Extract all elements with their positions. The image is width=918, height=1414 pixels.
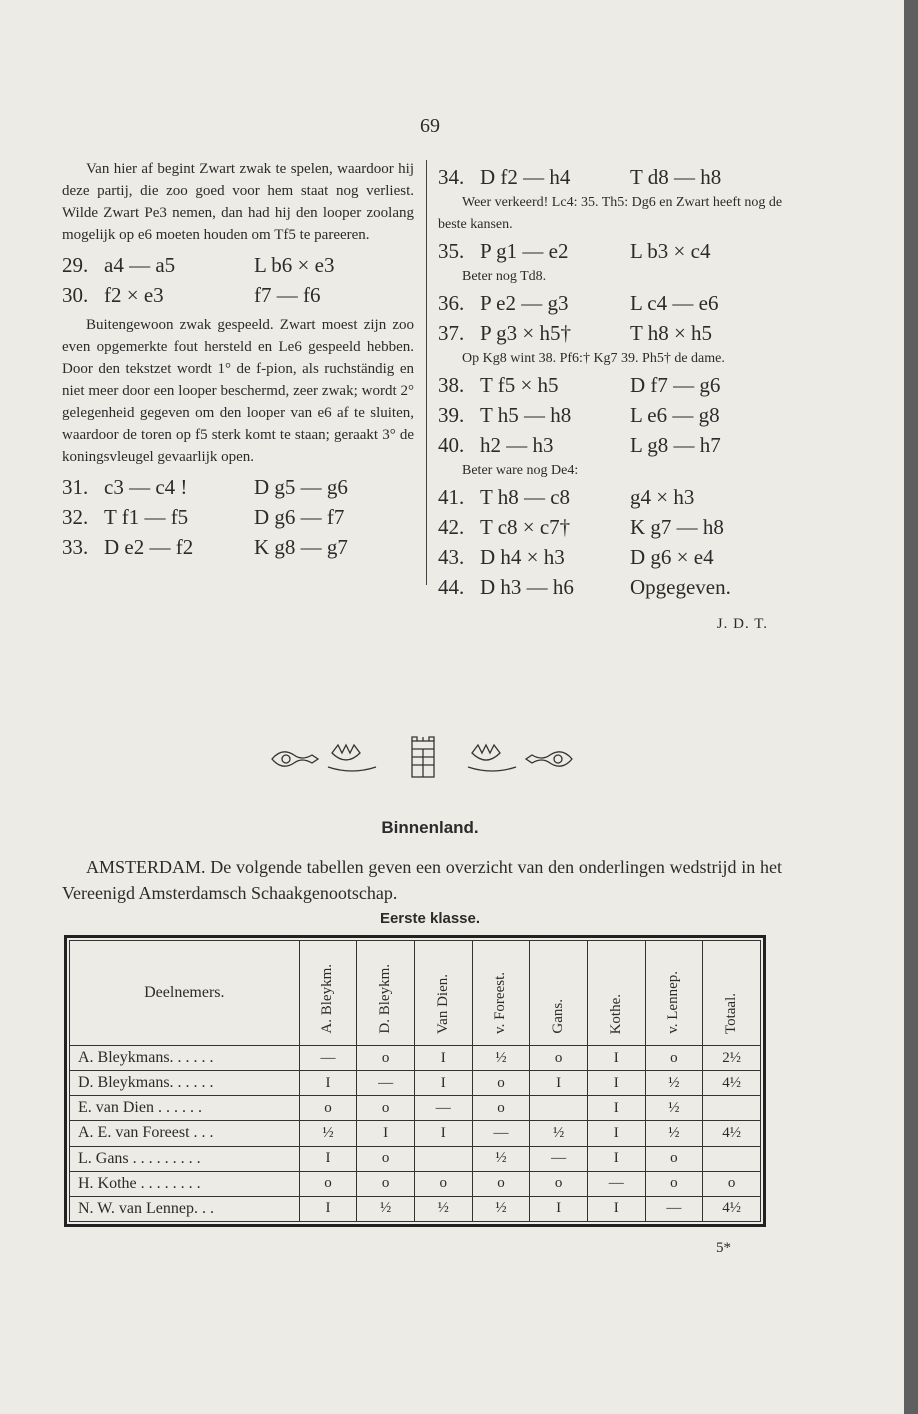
- table-row: [70, 1171, 761, 1196]
- move-number: 32.: [62, 505, 89, 529]
- column-header-label: v. Lennep.: [665, 971, 682, 1034]
- score-cell: —: [299, 1046, 357, 1071]
- score-cell: o: [414, 1171, 472, 1196]
- column-header-label: Van Dien.: [434, 974, 451, 1034]
- white-move: P e2 — g3: [480, 291, 569, 315]
- score-cell: 4½: [703, 1121, 761, 1146]
- table-row: [70, 1146, 761, 1171]
- commentary-paragraph: Van hier af begint Zwart zwak te spelen, waardoor hij deze partij, die zoo goed voor hem staat nog verliest. Wilde Zwart Pe3 nemen, dan had hij den looper zoolang mogelijk op e6 moeten houden om Tf5 te pareeren.: [62, 161, 414, 243]
- move-number: 33.: [62, 535, 89, 559]
- move-number: 42.: [438, 515, 465, 539]
- score-cell: o: [472, 1171, 530, 1196]
- black-move: L c4 — e6: [630, 291, 719, 315]
- black-move: g4 × h3: [630, 485, 695, 509]
- score-cell: —: [414, 1096, 472, 1121]
- column-header: [645, 941, 703, 1046]
- move-number: 37.: [438, 321, 465, 345]
- move-row: [62, 532, 414, 562]
- white-move: c3 — c4 !: [104, 475, 188, 499]
- move-row: [62, 502, 414, 532]
- score-cell: o: [357, 1171, 415, 1196]
- move-row: [438, 236, 790, 266]
- section-title: Binnenland.: [381, 818, 479, 837]
- score-cell: I: [299, 1146, 357, 1171]
- move-number: 29.: [62, 253, 89, 277]
- score-cell: ½: [645, 1071, 703, 1096]
- score-cell: ½: [645, 1121, 703, 1146]
- move-list: [62, 472, 414, 562]
- move-number: 39.: [438, 403, 465, 427]
- results-table: [69, 940, 761, 1222]
- move-list: [438, 318, 790, 348]
- move-row: [438, 572, 790, 602]
- score-cell: I: [299, 1071, 357, 1096]
- intro-paragraph: AMSTERDAM. De volgende tabellen geven een overzicht van den onderlingen wedstrijd in het Vereenigd Amsterdamsch Schaakgenootschap.: [62, 857, 782, 903]
- score-cell: 4½: [703, 1071, 761, 1096]
- white-move: T c8 × c7†: [480, 515, 571, 539]
- score-cell: ½: [414, 1196, 472, 1221]
- column-header-label: A. Bleykm.: [319, 964, 336, 1034]
- score-cell: I: [299, 1196, 357, 1221]
- participants-header: Deelnemers.: [70, 941, 300, 1046]
- move-number: 38.: [438, 373, 465, 397]
- score-cell: ½: [357, 1196, 415, 1221]
- column-header-label: D. Bleykm.: [377, 964, 394, 1034]
- score-cell: I: [414, 1071, 472, 1096]
- score-cell: ½: [645, 1096, 703, 1121]
- table-row: [70, 1071, 761, 1096]
- column-divider: [426, 160, 427, 585]
- column-header-label: Totaal.: [723, 992, 740, 1034]
- white-move: h2 — h3: [480, 433, 554, 457]
- class-title: Eerste klasse.: [379, 910, 481, 927]
- black-move: D g6 — f7: [254, 505, 345, 529]
- score-cell: o: [299, 1096, 357, 1121]
- column-header: [357, 941, 415, 1046]
- score-cell: o: [472, 1071, 530, 1096]
- black-move: K g8 — g7: [254, 535, 348, 559]
- white-move: P g1 — e2: [480, 239, 569, 263]
- page-number: 69: [420, 115, 440, 137]
- column-header: [587, 941, 645, 1046]
- move-number: 30.: [62, 283, 89, 307]
- black-move: T d8 — h8: [630, 165, 722, 189]
- score-cell: o: [703, 1171, 761, 1196]
- table-row: [70, 1121, 761, 1146]
- black-move: L e6 — g8: [630, 403, 720, 427]
- move-row: [438, 542, 790, 572]
- move-number: 36.: [438, 291, 465, 315]
- score-cell: o: [357, 1146, 415, 1171]
- black-move: f7 — f6: [254, 283, 321, 307]
- white-move: T f1 — f5: [104, 505, 189, 529]
- move-note: Weer verkeerd! Lc4: 35. Th5: Dg6 en Zwart heeft nog de beste kansen.: [438, 195, 783, 232]
- move-row: [438, 288, 790, 318]
- black-move: D g5 — g6: [254, 475, 348, 499]
- column-header-label: Kothe.: [607, 993, 624, 1034]
- participant-name: A. E. van Foreest . . .: [70, 1121, 300, 1146]
- score-cell: —: [587, 1171, 645, 1196]
- move-note: Beter ware nog De4:: [462, 463, 579, 478]
- column-header: [472, 941, 530, 1046]
- white-move: T h8 — c8: [480, 485, 571, 509]
- black-move: Opgegeven.: [630, 575, 731, 599]
- score-cell: [703, 1096, 761, 1121]
- score-cell: 2½: [703, 1046, 761, 1071]
- move-row: [438, 162, 790, 192]
- score-cell: [414, 1146, 472, 1171]
- column-header: [299, 941, 357, 1046]
- table-row: [70, 1096, 761, 1121]
- move-list: [438, 236, 790, 266]
- score-cell: o: [645, 1046, 703, 1071]
- participant-name: D. Bleykmans. . . . . .: [70, 1071, 300, 1096]
- black-move: D g6 × e4: [630, 545, 714, 569]
- move-row: [438, 482, 790, 512]
- column-header: [530, 941, 588, 1046]
- participant-name: N. W. van Lennep. . .: [70, 1196, 300, 1221]
- participant-name: E. van Dien . . . . . .: [70, 1096, 300, 1121]
- white-move: f2 × e3: [104, 283, 164, 307]
- move-row: [438, 512, 790, 542]
- move-row: [438, 400, 790, 430]
- white-move: D h3 — h6: [480, 575, 574, 599]
- move-list: [438, 370, 790, 460]
- move-number: 44.: [438, 575, 465, 599]
- white-move: a4 — a5: [104, 253, 176, 277]
- score-cell: I: [587, 1096, 645, 1121]
- participant-name: H. Kothe . . . . . . . .: [70, 1171, 300, 1196]
- score-cell: I: [357, 1121, 415, 1146]
- move-row: [62, 280, 414, 310]
- move-list: [62, 250, 414, 310]
- score-cell: o: [472, 1096, 530, 1121]
- participant-name: L. Gans . . . . . . . . .: [70, 1146, 300, 1171]
- score-cell: I: [530, 1071, 588, 1096]
- score-cell: ½: [472, 1196, 530, 1221]
- score-cell: I: [587, 1046, 645, 1071]
- score-cell: o: [530, 1046, 588, 1071]
- white-move: T h5 — h8: [480, 403, 572, 427]
- score-cell: 4½: [703, 1196, 761, 1221]
- left-column: [62, 158, 414, 562]
- white-move: D f2 — h4: [480, 165, 571, 189]
- author-signature: J. D. T.: [716, 616, 768, 632]
- black-move: L b3 × c4: [630, 239, 711, 263]
- score-cell: I: [587, 1196, 645, 1221]
- crosstable: [64, 935, 766, 1227]
- move-number: 41.: [438, 485, 465, 509]
- black-move: L g8 — h7: [630, 433, 721, 457]
- move-number: 40.: [438, 433, 465, 457]
- black-move: T h8 × h5: [630, 321, 713, 345]
- score-cell: —: [472, 1121, 530, 1146]
- move-row: [438, 318, 790, 348]
- score-cell: ½: [530, 1121, 588, 1146]
- score-cell: I: [587, 1146, 645, 1171]
- column-header: [703, 941, 761, 1046]
- move-row: [438, 430, 790, 460]
- score-cell: o: [299, 1171, 357, 1196]
- move-list: [438, 482, 790, 602]
- participant-name: A. Bleykmans. . . . . .: [70, 1046, 300, 1071]
- score-cell: —: [645, 1196, 703, 1221]
- commentary-paragraph: Buitengewoon zwak gespeeld. Zwart moest zijn zoo even opgemerkte fout hersteld en Le6 gespeeld hebben. Door den tekstzet wordt 1° de f-pion, als ruchständig en niet meer door een looper beschermd, zeer zwak; wordt 2° gelegenheid gegeven om den looper van e6 af te sluiten, waardoor de toren op f5 sterk komt te staan; geraakt 3° de koningsvleugel gevaarlijk open.: [62, 317, 414, 465]
- move-list: [438, 162, 790, 192]
- white-move: D e2 — f2: [104, 535, 194, 559]
- move-row: [62, 472, 414, 502]
- column-header-label: v. Foreest.: [492, 972, 509, 1034]
- move-number: 35.: [438, 239, 465, 263]
- score-cell: I: [414, 1121, 472, 1146]
- black-move: L b6 × e3: [254, 253, 335, 277]
- score-cell: I: [530, 1196, 588, 1221]
- score-cell: o: [357, 1096, 415, 1121]
- score-cell: I: [414, 1046, 472, 1071]
- table-row: [70, 1196, 761, 1221]
- chess-pieces-ornament-icon: [262, 735, 582, 783]
- move-row: [62, 250, 414, 280]
- right-column: [438, 162, 790, 633]
- score-cell: ½: [472, 1146, 530, 1171]
- score-cell: [530, 1096, 588, 1121]
- score-cell: —: [357, 1071, 415, 1096]
- white-move: T f5 × h5: [480, 373, 559, 397]
- move-number: 34.: [438, 165, 465, 189]
- table-header-row: [70, 941, 761, 1046]
- column-header-label: Gans.: [550, 999, 567, 1034]
- score-cell: I: [587, 1121, 645, 1146]
- score-cell: —: [530, 1146, 588, 1171]
- score-cell: ½: [472, 1046, 530, 1071]
- score-cell: I: [587, 1071, 645, 1096]
- white-move: P g3 × h5†: [480, 321, 571, 345]
- score-cell: ½: [299, 1121, 357, 1146]
- score-cell: o: [530, 1171, 588, 1196]
- move-number: 31.: [62, 475, 89, 499]
- score-cell: [703, 1146, 761, 1171]
- move-row: [438, 370, 790, 400]
- score-cell: o: [645, 1171, 703, 1196]
- move-note: Op Kg8 wint 38. Pf6:† Kg7 39. Ph5† de dame.: [462, 351, 725, 366]
- black-move: K g7 — h8: [630, 515, 724, 539]
- move-number: 43.: [438, 545, 465, 569]
- white-move: D h4 × h3: [480, 545, 565, 569]
- signature-mark: 5*: [716, 1240, 731, 1256]
- score-cell: o: [645, 1146, 703, 1171]
- move-note: Beter nog Td8.: [462, 269, 547, 284]
- score-cell: o: [357, 1046, 415, 1071]
- black-move: D f7 — g6: [630, 373, 721, 397]
- move-list: [438, 288, 790, 318]
- column-header: [414, 941, 472, 1046]
- table-row: [70, 1046, 761, 1071]
